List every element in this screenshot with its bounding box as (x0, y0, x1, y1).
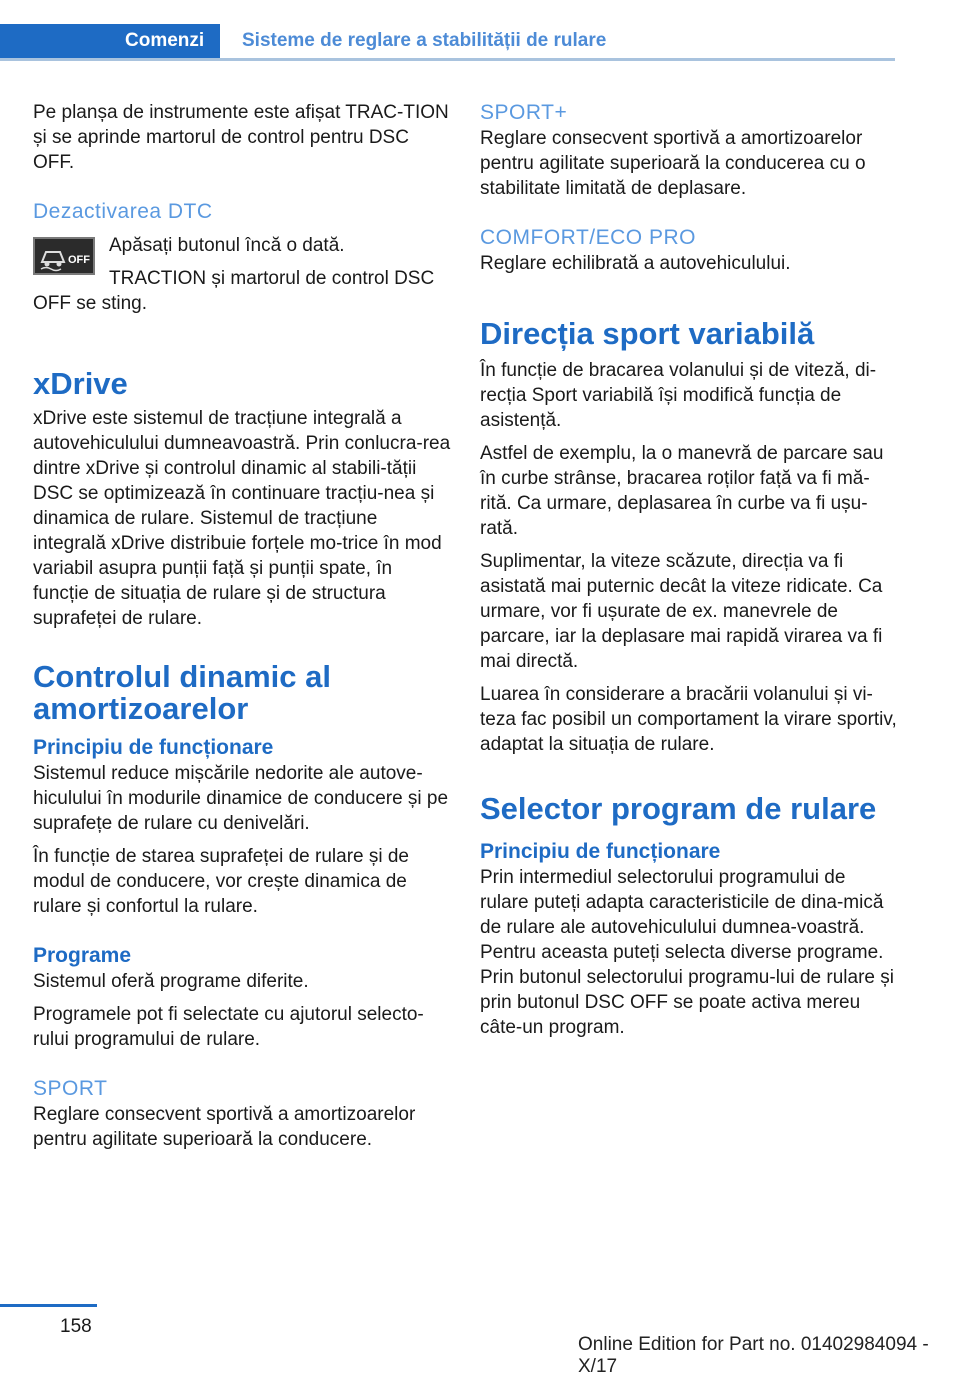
comfort-heading: COMFORT/ECO PRO (480, 226, 696, 249)
intro-paragraph: Pe planșa de instrumente este afișat TRAC-TION și se aprinde martorul de control pentru DSC OFF. (33, 102, 449, 173)
programs-paragraph-2: Programele pot fi selectate cu ajutorul selecto-rului programului de rulare. (33, 1004, 424, 1050)
dtc-heading: Dezactivarea DTC (33, 200, 213, 223)
footer-rule (0, 1304, 97, 1307)
page-number: 158 (60, 1316, 92, 1337)
selector-paragraph: Prin intermediul selectorului programului de rulare puteți adapta caracteristicile de dina-mică de rulare ale autovehiculului dumnea-voastră. Pentru aceasta puteți selecta diverse programe. Prin butonul selectorului programu-lui de rulare și prin butonul DSC OFF se poate activa mereu câte-un program. (480, 867, 894, 1038)
steering-paragraph-3: Suplimentar, la viteze scăzute, direcția va fi asistată mai puternic decât la viteze ridicate. Ca urmare, vor fi ușurate de ex. manevrele de parcare, iar la deplasare mai rapidă virarea va fi mai directă. (480, 551, 883, 672)
principle-paragraph-1: Sistemul reduce mișcările nedorite ale autove-hiculului în modurile dinamice de conducere și pe suprafețe de rulare cu denivelări. (33, 763, 449, 834)
sportplus-heading: SPORT+ (480, 101, 568, 124)
programs-paragraph-1: Sistemul oferă programe diferite. (33, 971, 309, 992)
dtc-instruction (33, 233, 453, 324)
selector-principle-heading: Principiu de funcționare (480, 840, 721, 863)
section-title: Sisteme de reglare a stabilității de rulare (242, 30, 607, 51)
programs-heading: Programe (33, 944, 132, 967)
dsc-off-button-icon (33, 237, 95, 275)
steering-paragraph-2: Astfel de exemplu, la o manevră de parcare sau în curbe strânse, bracarea roților față va fi mă-rită. Ca urmare, deplasarea în curbe va fi ușu-rată. (480, 443, 884, 539)
dtc-step-1: Apăsați butonul încă o dată. (109, 235, 345, 256)
header-rule (0, 58, 895, 61)
steering-paragraph-1: În funcție de bracarea volanului și de viteză, di-recția Sport variabilă își modifică funcția de asistență. (480, 360, 877, 431)
principle-paragraph-2: În funcție de starea suprafeței de rulare și de modul de conducere, vor crește dinamica de rulare și confortul la rulare. (33, 846, 410, 917)
principle-heading: Principiu de funcționare (33, 736, 274, 759)
online-edition-note: Online Edition for Part no. 01402984094 - X/17 (578, 1334, 929, 1377)
right-column (480, 100, 898, 1048)
steering-paragraph-4: Luarea în considerare a bracării volanului și vi-teza fac posibil un comportament la virare sportiv, adaptat la situația de rulare. (480, 684, 897, 755)
selector-heading: Selector program de rulare (480, 791, 877, 826)
left-column (33, 100, 453, 1160)
dtc-step-2: TRACTION și martorul de control DSC OFF se sting. (33, 268, 435, 314)
chapter-tab: Comenzi (0, 24, 220, 58)
sportplus-paragraph: Reglare consecvent sportivă a amortizoarelor pentru agilitate superioară la conducerea cu o stabilitate limitată de deplasare. (480, 128, 866, 199)
svg-text:OFF: OFF (68, 254, 90, 266)
damper-heading: Controlul dinamic al amortizoarelor (33, 659, 331, 726)
steering-heading: Direcția sport variabilă (480, 316, 815, 351)
sport-paragraph: Reglare consecvent sportivă a amortizoarelor pentru agilitate superioară la conducere. (33, 1104, 416, 1150)
xdrive-heading: xDrive (33, 366, 128, 401)
comfort-paragraph: Reglare echilibrată a autovehiculului. (480, 253, 791, 274)
xdrive-paragraph: xDrive este sistemul de tracțiune integrală a autovehiculului dumneavoastră. Prin conlucra-rea dintre xDrive și controlul dinamic al stabili-tății DSC se optimizează în continuare tracțiu-nea și dinamica de rulare. Sistemul de tracțiune integrală xDrive distribuie forțele mo-trice în mod variabil asupra punții față și punții spate, în funcție de situația de rulare și de structura suprafeței de rulare. (33, 408, 451, 629)
sport-heading: SPORT (33, 1077, 108, 1100)
